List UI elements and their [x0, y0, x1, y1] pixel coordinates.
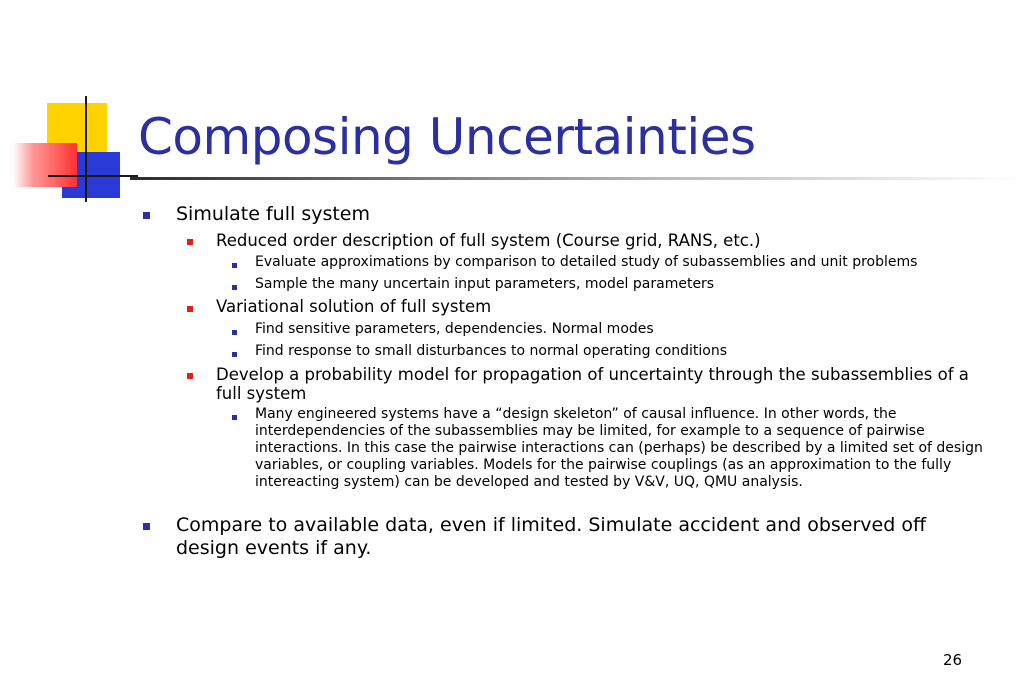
bullet-level1: Simulate full system: [176, 203, 371, 225]
bullet-square-icon: [232, 415, 237, 420]
bullet-square-icon: [187, 239, 193, 245]
decor-red-gradient-square: [13, 143, 77, 187]
bullet-square-icon: [187, 373, 193, 379]
title-underline: [130, 177, 1020, 180]
page-number: 26: [943, 651, 963, 669]
bullet-level3: Evaluate approximations by comparison to detailed study of subassemblies and unit problems: [255, 254, 918, 270]
bullet-level3: Many engineered systems have a “design skeleton” of causal influence. In other words, the interdependencies of the subassemblies may be limited, for example to a sequence of pairwise interactions. In this case the pairwise interactions can (perhaps) be described by a limited set of design variables, or coupling variables. Models for the pairwise couplings (as an approximation to the fully intereacting system) can be developed and tested by V&V, UQ, QMU analysis.: [255, 406, 983, 490]
bullet-level3: Sample the many uncertain input parameters, model parameters: [255, 276, 715, 292]
decor-vertical-line: [85, 96, 87, 202]
decor-horizontal-line: [48, 175, 138, 177]
bullet-square-icon: [143, 523, 150, 530]
bullet-square-icon: [232, 285, 237, 290]
bullet-level3: Find response to small disturbances to normal operating conditions: [255, 343, 728, 359]
bullet-level3: Find sensitive parameters, dependencies. Normal modes: [255, 321, 654, 337]
bullet-square-icon: [232, 263, 237, 268]
bullet-square-icon: [232, 352, 237, 357]
bullet-level1: Compare to available data, even if limited. Simulate accident and observed off design events if any.: [176, 514, 927, 559]
bullet-level2: Variational solution of full system: [216, 297, 492, 316]
slide-title: Composing Uncertainties: [138, 108, 756, 166]
bullet-level2: Reduced order description of full system (Course grid, RANS, etc.): [216, 231, 761, 250]
bullet-square-icon: [232, 330, 237, 335]
bullet-level2: Develop a probability model for propagation of uncertainty through the subassemblies of a full system: [216, 365, 969, 403]
bullet-square-icon: [187, 306, 193, 312]
bullet-square-icon: [143, 212, 150, 219]
